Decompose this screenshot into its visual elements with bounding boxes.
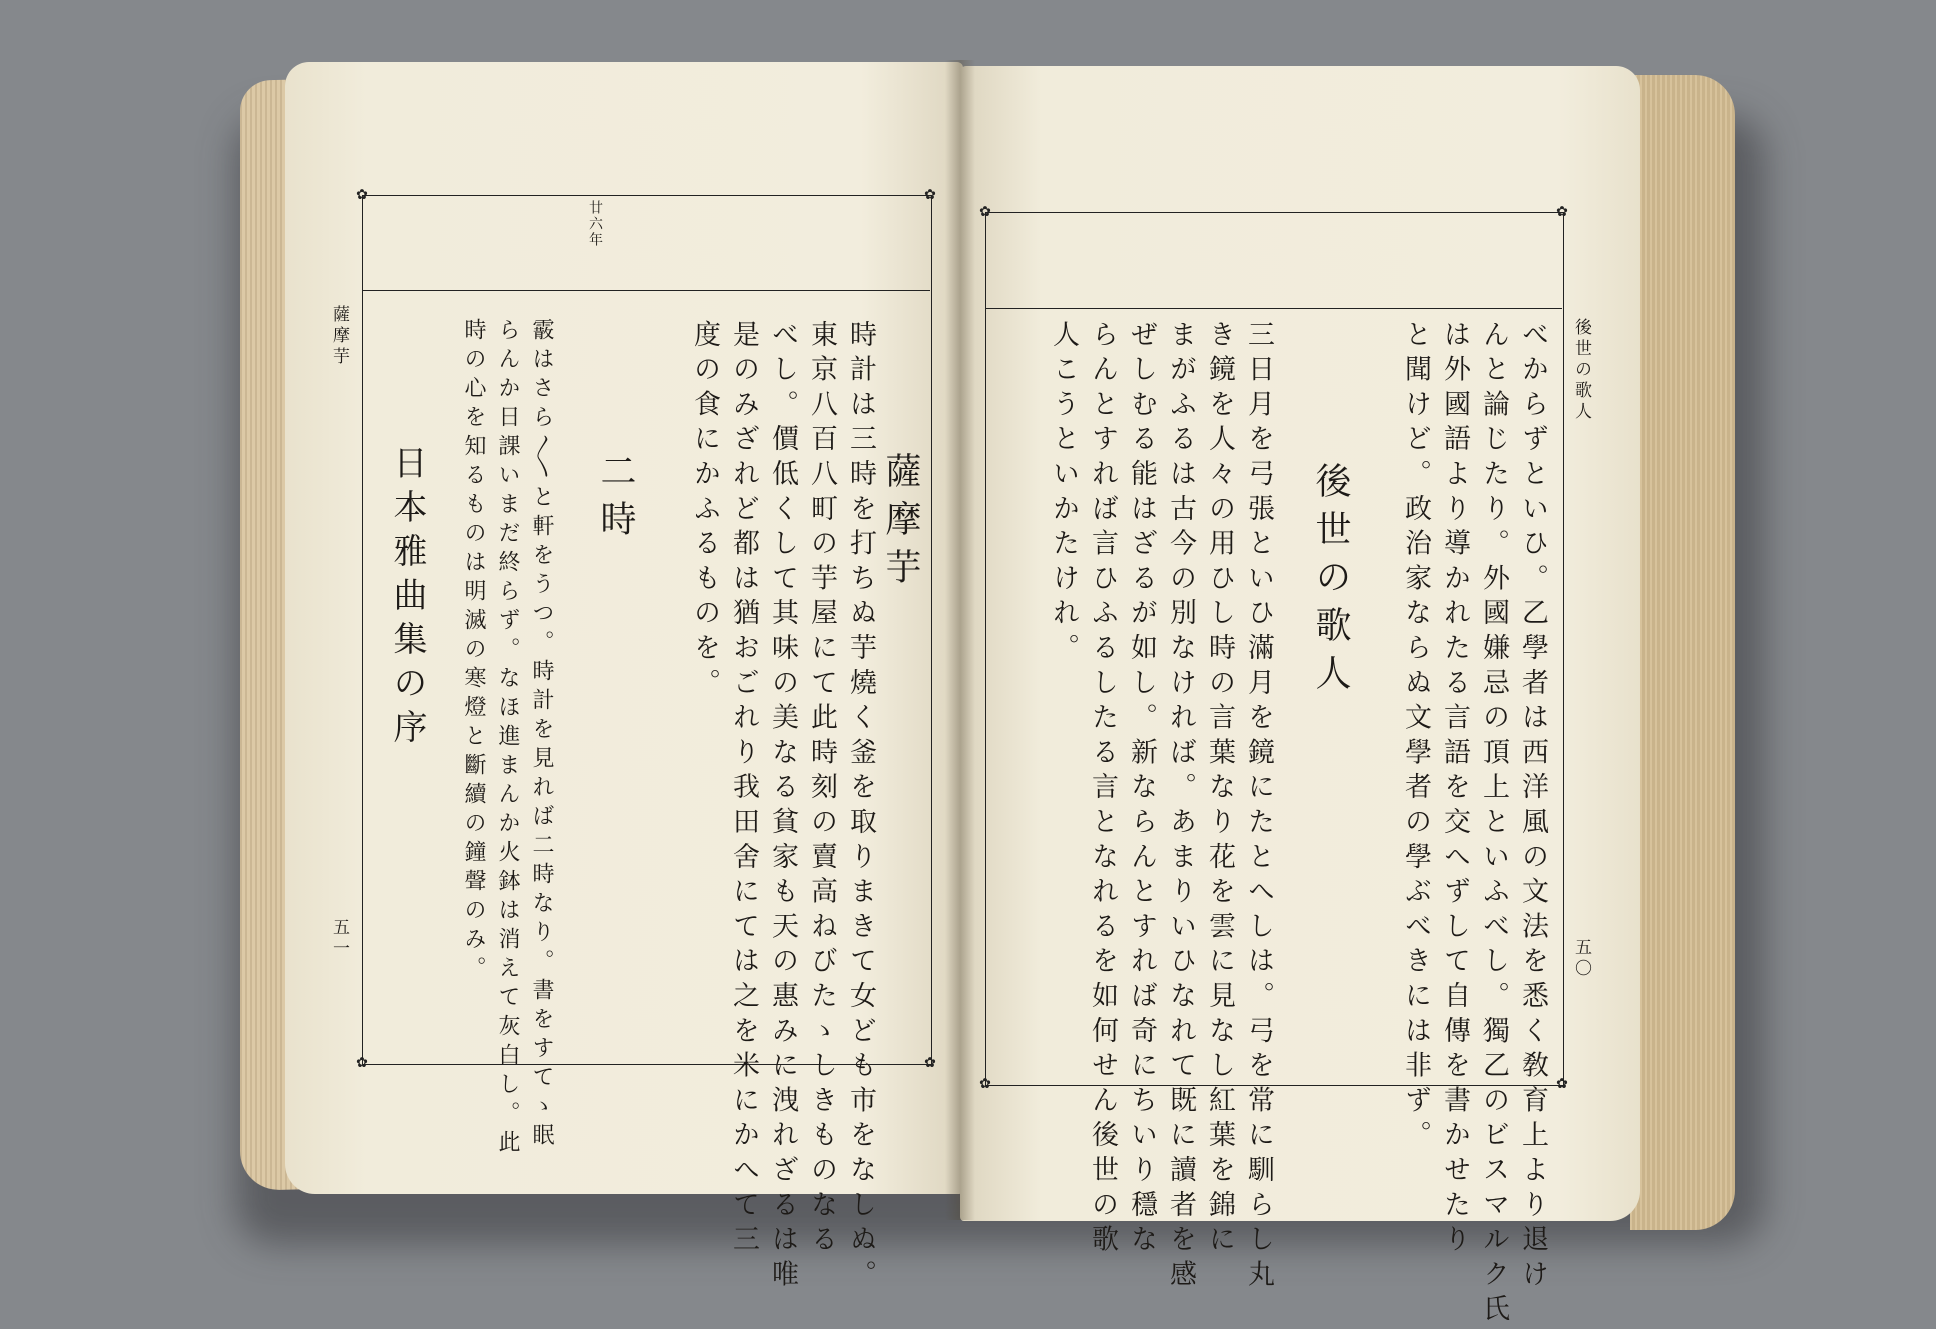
left-page-number: 五一 [329,918,349,960]
body-line: き鏡を人々の用ひし時の言葉なり花を雲に見なし紅葉を錦に [1204,320,1235,1260]
right-page-number: 五〇 [1571,938,1591,980]
body-line: まがふるは古今の別なければ。あまりいひなれて既に讀者を感 [1165,320,1196,1295]
ornament-icon: ✿ [1556,204,1568,220]
ornament-icon: ✿ [924,1055,936,1071]
satsuma-line: 度の食にかふるものを。 [689,320,720,703]
right-page-edges [1630,75,1735,1230]
body-line: 人こうといかたけれ。 [1048,320,1079,668]
left-header-rule [362,290,930,291]
book-gutter [945,60,975,1220]
satsuma-line: 是のみざれど都は猶おごれり我田舍にては之を米にかへて三 [728,320,759,1260]
carry-line: と聞けど。政治家ならぬ文學者の學ぶべきには非ず。 [1400,320,1431,1156]
satsuma-title: 薩摩芋 [880,452,921,596]
carry-line: んと論じたり。外國嫌忌の頂上といふべし。獨乙のビスマルク氏 [1478,320,1509,1329]
ornament-icon: ✿ [979,1076,991,1092]
body-line: 三日月を弓張といひ滿月を鏡にたとへしは。弓を常に馴らし丸 [1243,320,1274,1295]
niji-line: 時の心を知るものは明滅の寒燈と斷續の鐘聲のみ。 [461,318,486,985]
satsuma-line: べし。價低くして其味の美なる貧家も天の惠みに洩れざるは唯 [767,320,798,1295]
niji-line: らんか日課いまだ終らず。なほ進まんか火鉢は消えて灰白し。此 [495,318,520,1159]
year-box-label: 廿六年 [587,200,603,248]
right-header-rule [985,308,1562,309]
satsuma-line: 東京八百八町の芋屋にて此時刻の賣高ねびたゝしきものなる [806,320,837,1260]
niji-section-title: 二時 [595,452,636,548]
body-line: らんとすれば言ひふるしたる言となれるを如何せん後世の歌 [1087,320,1118,1260]
body-line: ぜしむる能はざるが如し。新ならんとすれば奇にちいり穩な [1126,320,1157,1260]
right-running-head: 後世の歌人 [1571,318,1591,423]
left-running-head: 薩摩芋 [329,305,349,368]
carry-line: は外國語より導かれたる言語を交へずして自傳を書かせたり [1439,320,1470,1260]
ornament-icon: ✿ [356,1055,368,1071]
ornament-icon: ✿ [979,204,991,220]
kose-section-title: 後世の歌人 [1310,462,1351,702]
ornament-icon: ✿ [356,187,368,203]
satsuma-line: 時計は三時を打ちぬ芋燒く釜を取りまきて女ども市をなしぬ。 [845,320,876,1295]
ornament-icon: ✿ [1556,1076,1568,1092]
book-title: 日本雅曲集の序 [387,445,427,753]
carry-line: べからずといひ。乙學者は西洋風の文法を悉く敎育上より退け [1517,320,1548,1295]
niji-line: 霰はさら〳〵と軒をうつ。時計を見れば二時なり。書をすてゝ眠 [529,318,554,1152]
ornament-icon: ✿ [924,187,936,203]
